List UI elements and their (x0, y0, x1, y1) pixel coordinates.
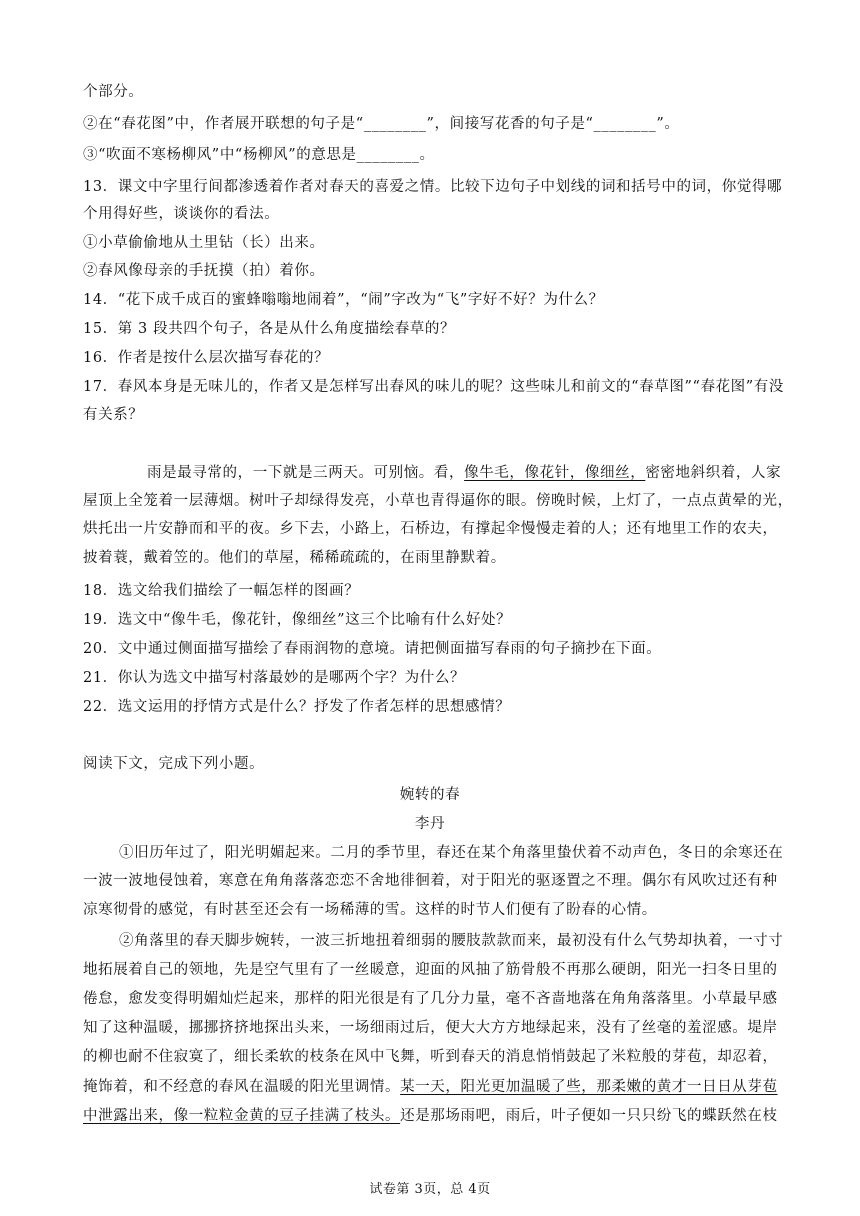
article-line: 地拓展着自己的领地，先是空气里有了一丝暖意，迎面的风抽了筋骨般不再那么硬朗，阳光一扫冬日里的 (83, 962, 778, 978)
question-20: 20．文中通过侧面描写描绘了春雨润物的意境。请把侧面描写春雨的句子摘抄在下面。 (83, 641, 662, 657)
passage-line: 披着蓑，戴着笠的。他们的草屋，稀稀疏疏的，在雨里静默着。 (83, 550, 506, 566)
article-text: 掩饰着，和不经意的春风在温暖的阳光里调情。 (83, 1079, 401, 1095)
question-21: 21．你认为选文中描写村落最妙的是哪两个字？为什么？ (83, 670, 466, 686)
text-line: 个用得好些，谈谈你的看法。 (83, 206, 280, 222)
article-line (83, 1078, 783, 1096)
underlined-phrase: 像牛毛，像花针，像细丝， (464, 465, 646, 481)
question-12-item-3: ③“吹面不寒杨柳风”中“杨柳风”的意思是________。 (83, 147, 435, 163)
article-author: 李丹 (414, 816, 446, 832)
passage-text: 密密地斜织着，人家 (645, 465, 782, 481)
article-line: 的柳也耐不住寂寞了，细长柔软的枝条在风中飞舞，听到春天的消息悄悄鼓起了米粒般的芽苞，却忍着， (83, 1049, 778, 1065)
text-line: 有关系？ (83, 407, 144, 423)
question-12-item-2: ②在“春花图”中，作者展开联想的句子是“________”，间接写花香的句子是“________”。 (83, 116, 680, 132)
question-15: 15．第 3 段共四个句子，各是从什么角度描绘春草的？ (83, 321, 456, 337)
article-line: ②角落里的春天脚步婉转，一波三折地扭着细弱的腰肢款款而来，最初没有什么气势却执着，一寸寸 (119, 933, 784, 949)
question-13-item-1: ①小草偷偷地从土里钻（长）出来。 (83, 235, 325, 251)
question-13: 13．课文中字里行间都渗透着作者对春天的喜爱之情。比较下边句子中划线的词和括号中的词，你觉得哪 (83, 179, 783, 195)
question-18: 18．选文给我们描绘了一幅怎样的图画？ (83, 583, 360, 599)
article-text: 还是那场雨吧，雨后，叶子便如一只只纷飞的蝶跃然在枝 (400, 1108, 778, 1124)
article-title: 婉转的春 (399, 787, 461, 803)
article-line: 一波一波地侵蚀着，寒意在角角落落恋恋不舍地徘徊着，对于阳光的驱逐置之不理。偶尔有风吹过还有种 (83, 873, 778, 889)
text-line: 个部分。 (83, 84, 144, 100)
article-line: ①旧历年过了，阳光明媚起来。二月的季节里，春还在某个角落里蛰伏着不动声色，冬日的余寒还在 (119, 845, 784, 861)
page-footer: 试卷第 3页，总 4页 (369, 1182, 491, 1197)
question-22: 22．选文运用的抒情方式是什么？抒发了作者怎样的思想感情？ (83, 699, 511, 715)
article-line: 凉寒彻骨的感觉，有时甚至还会有一场稀薄的雪。这样的时节人们便有了盼春的心情。 (83, 902, 657, 918)
passage-text: 雨是最寻常的，一下就是三两天。可别恼。看， (147, 465, 465, 481)
passage-line (147, 464, 847, 482)
article-line: 知了这种温暖，挪挪挤挤地探出头来，一场细雨过后，便大大方方地绿起来，没有了丝毫的羞涩感。堤岸 (83, 1020, 778, 1036)
reading-instruction: 阅读下文，完成下列小题。 (83, 756, 265, 772)
article-line: 倦怠，愈发变得明媚灿烂起来，那样的阳光很是有了几分力量，毫不吝啬地落在角角落落里。小草最早感 (83, 991, 778, 1007)
question-13-item-2: ②春风像母亲的手抚摸（拍）着你。 (83, 263, 325, 279)
passage-line: 烘托出一片安静而和平的夜。乡下去，小路上，石桥边，有撑起伞慢慢走着的人；还有地里工作的农夫， (83, 521, 778, 537)
question-19: 19．选文中“像牛毛，像花针，像细丝”这三个比喻有什么好处？ (83, 612, 512, 628)
article-line (83, 1107, 783, 1125)
question-17: 17．春风本身是无味儿的，作者又是怎样写出春风的味儿的呢？这些味儿和前文的“春草图”“春花图”有没 (83, 379, 784, 395)
passage-line: 屋顶上全笼着一层薄烟。树叶子却绿得发亮，小草也青得逼你的眼。傍晚时候，上灯了，一点点黄晕的光， (83, 493, 793, 509)
question-16: 16．作者是按什么层次描写春花的？ (83, 350, 330, 366)
underlined-sentence: 中泄露出来，像一粒粒金黄的豆子挂满了枝头。 (83, 1108, 401, 1124)
question-14: 14．“花下成千成百的蜜蜂嗡嗡地闹着”，“闹”字改为“飞”字好不好？为什么？ (83, 292, 604, 308)
underlined-sentence: 某一天，阳光更加温暖了些，那柔嫩的黄才一日日从芽苞 (400, 1079, 778, 1095)
